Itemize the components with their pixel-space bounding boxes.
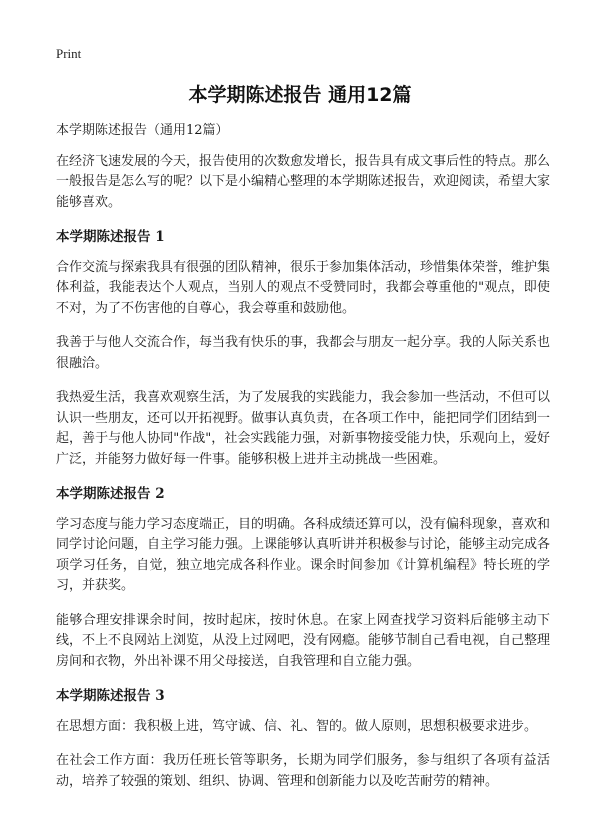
section-3-paragraph-1: 在思想方面：我积极上进，笃守诚、信、礼、智的。做人原则，思想积极要求进步。 [56, 718, 538, 734]
page-title: 本学期陈述报告 通用12篇 [188, 84, 412, 106]
intro-paragraph: 在经济飞速发展的今天，报告使用的次数愈发增长，报告具有成文事后性的特点。那么一般报告是怎么写的呢？以下是小编精心整理的本学期陈述报告，欢迎阅读，希望大家能够喜欢。 [56, 153, 551, 210]
section-heading-3: 本学期陈述报告 3 [56, 688, 165, 704]
section-3-paragraph-2: 在社会工作方面：我历任班长管等职务，长期为同学们服务，参与组织了各项有益活动，培养了较强的策划、组织、协调、管理和创新能力以及吃苦耐劳的精神。 [56, 753, 550, 789]
section-2-paragraph-1: 学习态度与能力学习态度端正，目的明确。各科成绩还算可以，没有偏科现象，喜欢和同学讨论问题，自主学习能力强。上课能够认真听讲并积极参与讨论，能够主动完成各项学习任务，自觉，独立地完成各科作业。课余时间参加《计算机编程》特长班的学习，并获奖。 [56, 516, 551, 593]
section-1-paragraph-1: 合作交流与探索我具有很强的团队精神，很乐于参加集体活动，珍惜集体荣誉，维护集体利益，我能表达个人观点，当别人的观点不受赞同时，我都会尊重他的"观点，即使不对，为了不伤害他的自尊心，我会尊重和鼓励他。 [56, 259, 551, 316]
print-link[interactable]: Print [56, 46, 82, 61]
document-body [56, 121, 550, 806]
section-2-paragraph-2: 能够合理安排课余时间，按时起床，按时休息。在家上网查找学习资料后能够主动下线，不上不良网站上浏览，从没上过网吧，没有网瘾。能够节制自己看电视，自己整理房间和衣物，外出补课不用父母接送，自我管理和自立能力强。 [56, 612, 551, 669]
section-heading-2: 本学期陈述报告 2 [56, 486, 165, 502]
section-1-paragraph-2: 我善于与他人交流合作，每当我有快乐的事，我都会与朋友一起分享。我的人际关系也很融洽。 [56, 335, 551, 371]
section-1-paragraph-3: 我热爱生活，我喜欢观察生活，为了发展我的实践能力，我会参加一些活动，不但可以认识一些朋友，还可以开拓视野。做事认真负责，在各项工作中，能把同学们团结到一起，善于与他人协同"作战"，社会实践能力强，对新事物接受能力快，乐观向上，爱好广泛，并能努力做好每一件事。能够积极上进并主动挑战一些困难。 [56, 390, 551, 467]
document-subtitle: 本学期陈述报告（通用12篇） [56, 123, 229, 138]
section-heading-1: 本学期陈述报告 1 [56, 229, 165, 245]
